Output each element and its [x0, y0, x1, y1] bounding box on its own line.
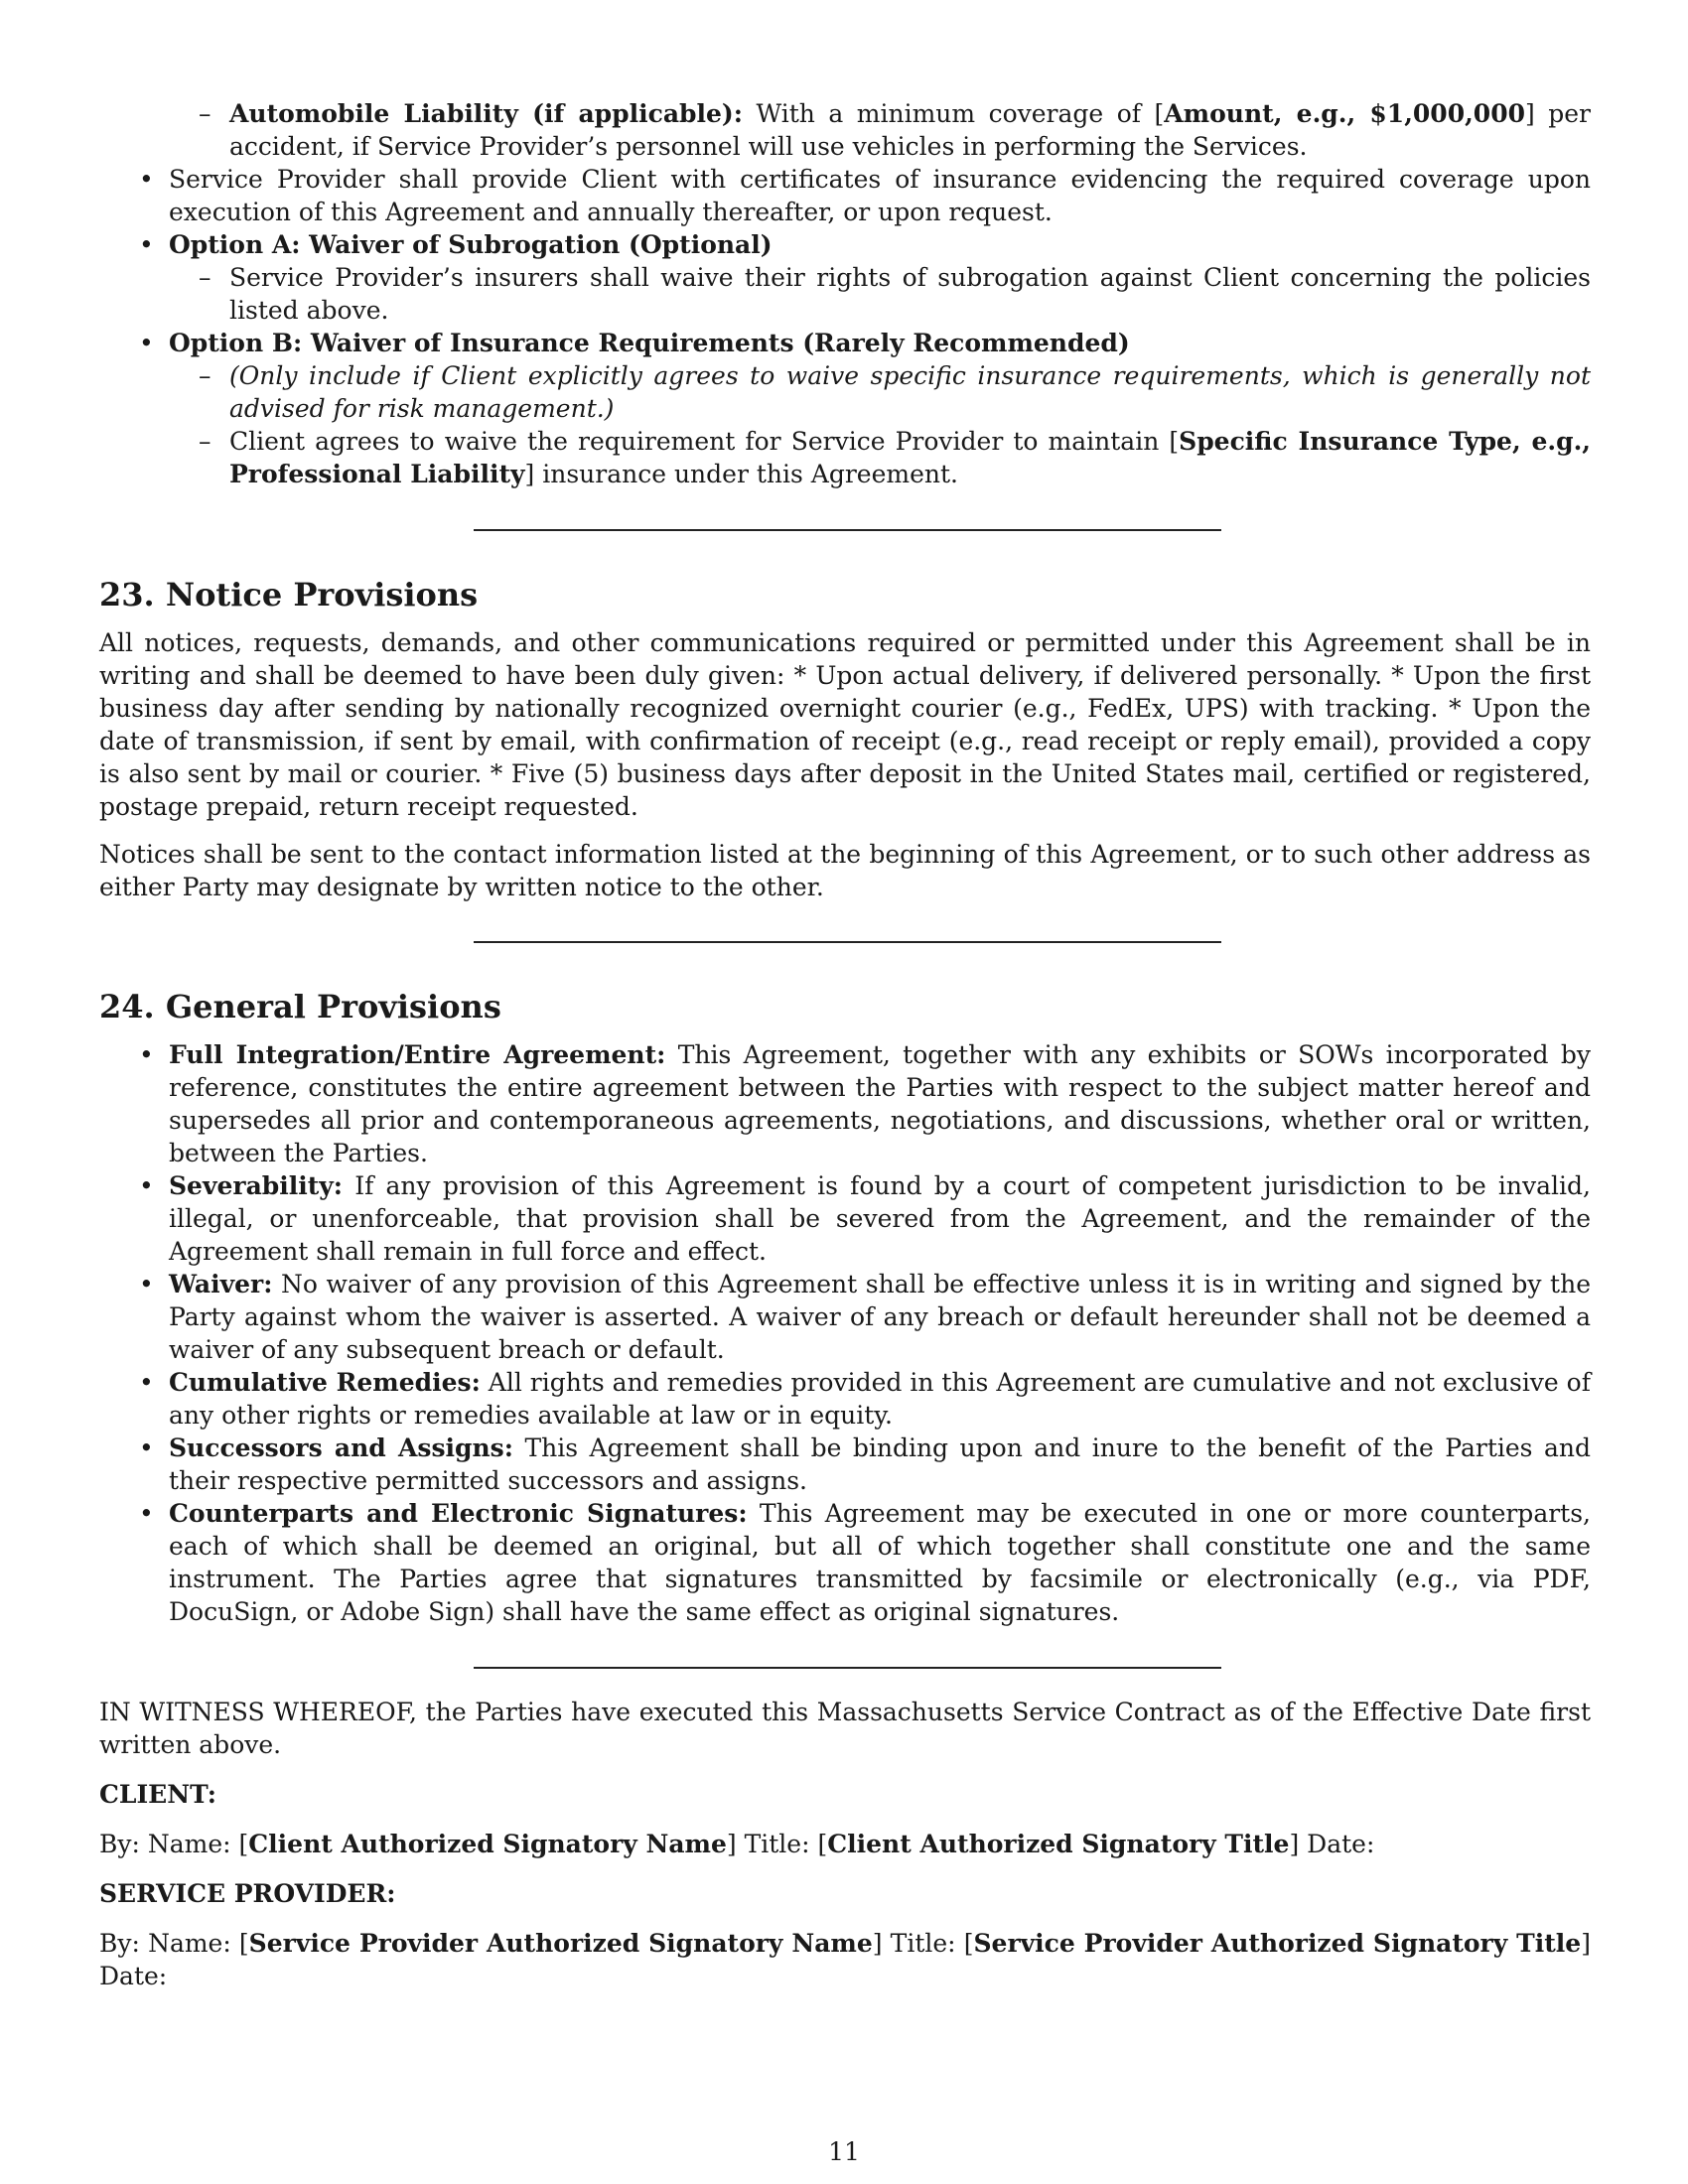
client-signatory-name: Client Authorized Signatory Name	[248, 1830, 727, 1858]
provision-text: If any provision of this Agreement is found by a court of competent jurisdiction to be invalid, illegal, or unenforceable, that provision shall be severed from the Agreement, and the remainder of the Agreement shall remain in full force and effect.	[169, 1171, 1591, 1266]
provision-text: All rights and remedies provided in this Agreement are cumulative and not exclusive of any other rights or remedies available at law or in equity.	[169, 1368, 1591, 1430]
option-b-sublist	[169, 359, 1591, 490]
list-item	[99, 1497, 1591, 1628]
divider	[474, 941, 1221, 943]
option-b-item-bold: Specific Insurance Type, e.g., Professional Liability	[229, 427, 1591, 488]
list-item	[99, 1169, 1591, 1268]
auto-liability-label: Automobile Liability (if applicable):	[229, 99, 743, 128]
provision-label: Cumulative Remedies:	[169, 1368, 481, 1397]
insurance-sublist	[99, 97, 1591, 163]
certificates-text: Service Provider shall provide Client with certificates of insurance evidencing the required coverage upon execution of this Agreement and annually thereafter, or upon request.	[169, 165, 1591, 226]
list-item	[99, 1268, 1591, 1366]
divider	[474, 1667, 1221, 1669]
list-item	[99, 1038, 1591, 1169]
provider-title-prefix: ] Title: [	[872, 1929, 974, 1958]
provision-text: No waiver of any provision of this Agreement shall be effective unless it is in writing and signed by the Party against whom the waiver is asserted. A waiver of any breach or default hereunder shall not be deemed a waiver of any subsequent breach or default.	[169, 1270, 1591, 1364]
provider-signatory-name: Service Provider Authorized Signatory Name	[248, 1929, 873, 1958]
provider-label: SERVICE PROVIDER:	[99, 1879, 396, 1908]
list-item	[169, 261, 1591, 327]
list-item	[99, 97, 1591, 163]
insurance-list	[99, 163, 1591, 490]
option-b-item-before: Client agrees to waive the requirement for Service Provider to maintain [	[229, 427, 1180, 456]
option-b-item-after: ] insurance under this Agreement.	[524, 460, 958, 488]
provision-label: Waiver:	[169, 1270, 273, 1298]
client-date: ] Date:	[1289, 1830, 1375, 1858]
section-23-paragraph-2: Notices shall be sent to the contact information listed at the beginning of this Agreement, or to such other address as either Party may designate by written notice to the other.	[99, 840, 1591, 901]
list-item	[99, 163, 1591, 228]
section-23-paragraph-1: All notices, requests, demands, and other communications required or permitted under this Agreement shall be in writing and shall be deemed to have been duly given: * Upon actual delivery, if delivered personally. * Upon the first business day after sending by nationally recognized overnight courier (e.g., FedEx, UPS) with tracking. * Upon the date of transmission, if sent by email, with confirmation of receipt (e.g., read receipt or reply email), provided a copy is also sent by mail or courier. * Five (5) business days after deposit in the United States mail, certified or registered, postage prepaid, return receipt requested.	[99, 628, 1591, 821]
provision-label: Full Integration/Entire Agreement:	[169, 1040, 666, 1069]
provider-signature-line	[99, 1927, 1591, 1992]
option-b-label: Option B: Waiver of Insurance Requirements (Rarely Recommended)	[169, 329, 1130, 357]
witness-statement: IN WITNESS WHEREOF, the Parties have executed this Massachusetts Service Contract as of the Effective Date first written above.	[99, 1698, 1591, 1759]
list-item	[169, 359, 1591, 425]
page-number: 11	[828, 2137, 860, 2166]
section-23-heading: 23. Notice Provisions	[99, 576, 479, 614]
list-item	[99, 1432, 1591, 1497]
provider-by-name-prefix: By: Name: [	[99, 1929, 249, 1958]
provider-signatory-title: Service Provider Authorized Signatory Title	[973, 1929, 1582, 1958]
option-b-note: (Only include if Client explicitly agrees to waive specific insurance requirements, which is generally not advised for risk management.)	[229, 361, 1591, 423]
client-by-name-prefix: By: Name: [	[99, 1830, 249, 1858]
divider	[474, 529, 1221, 531]
provision-text: This Agreement, together with any exhibits or SOWs incorporated by reference, constitutes the entire agreement between the Parties with respect to the subject matter hereof and supersedes all prior and contemporaneous agreements, negotiations, and discussions, whether oral or written, between the Parties.	[169, 1040, 1591, 1167]
provision-label: Successors and Assigns:	[169, 1433, 513, 1462]
list-item	[99, 1366, 1591, 1432]
provision-label: Severability:	[169, 1171, 344, 1200]
auto-liability-text: With a minimum coverage of [	[742, 99, 1165, 128]
provision-text: This Agreement shall be binding upon and inure to the benefit of the Parties and their respective permitted successors and assigns.	[169, 1433, 1591, 1495]
section-24-heading: 24. General Provisions	[99, 988, 501, 1025]
list-item	[99, 228, 1591, 327]
option-a-label: Option A: Waiver of Subrogation (Optional)	[169, 230, 773, 259]
auto-liability-amount: Amount, e.g., $1,000,000	[1164, 99, 1525, 128]
general-provisions-list	[99, 1038, 1591, 1628]
client-label: CLIENT:	[99, 1780, 217, 1809]
client-title-prefix: ] Title: [	[726, 1830, 828, 1858]
option-a-sublist	[169, 261, 1591, 327]
list-item	[99, 327, 1591, 490]
client-signature-line	[99, 1828, 1591, 1860]
option-a-item: Service Provider’s insurers shall waive their rights of subrogation against Client concerning the policies listed above.	[229, 263, 1591, 325]
list-item	[169, 425, 1591, 490]
provision-label: Counterparts and Electronic Signatures:	[169, 1499, 748, 1528]
auto-liability-text-after: ] per accident, if Service Provider’s personnel will use vehicles in performing the Services.	[229, 99, 1591, 161]
client-signatory-title: Client Authorized Signatory Title	[827, 1830, 1290, 1858]
provider-date: ] Date:	[99, 1929, 1591, 1990]
provision-text: This Agreement may be executed in one or more counterparts, each of which shall be deemed an original, but all of which together shall constitute one and the same instrument. The Parties agree that signatures transmitted by facsimile or electronically (e.g., via PDF, DocuSign, or Adobe Sign) shall have the same effect as original signatures.	[169, 1499, 1591, 1626]
